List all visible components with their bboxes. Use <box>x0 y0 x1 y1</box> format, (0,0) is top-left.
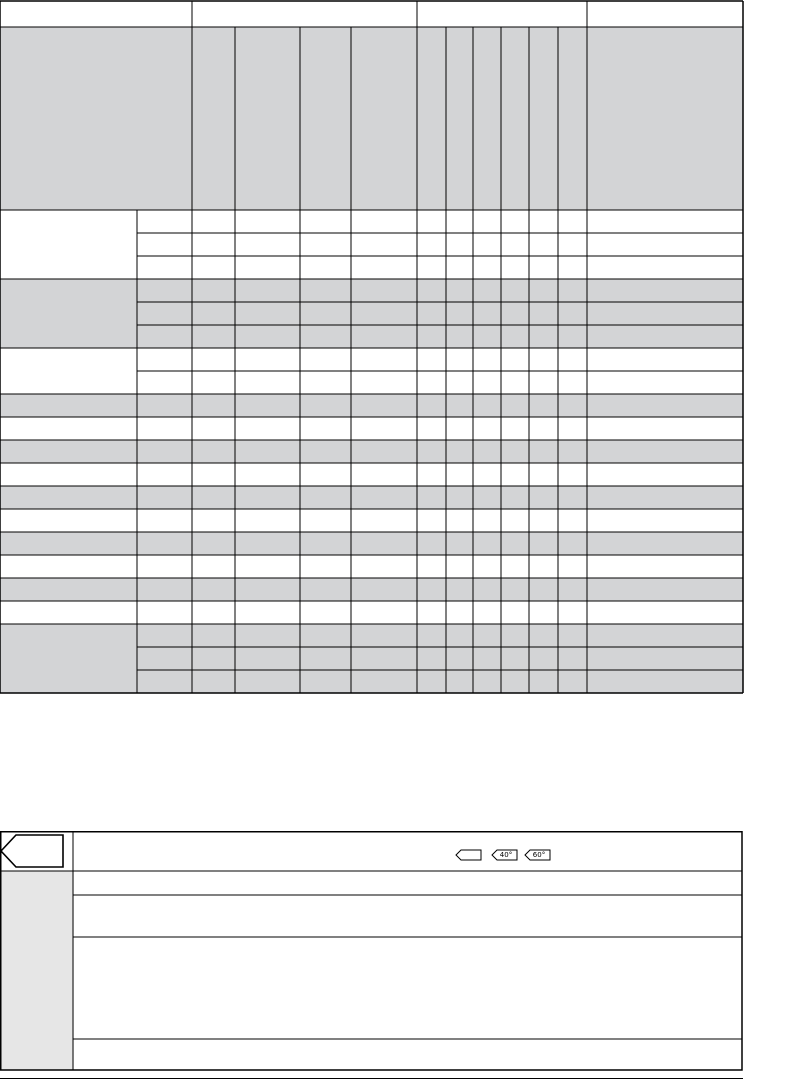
row-group-bg <box>0 417 743 440</box>
row-group-bg <box>0 394 743 417</box>
info-box-grid <box>0 831 743 1071</box>
temp-40-tag-icon <box>491 849 518 861</box>
info-side-panel <box>1 871 74 1070</box>
row-group-bg <box>0 440 743 463</box>
info-box <box>0 831 743 1071</box>
row-group-bg <box>0 463 743 486</box>
row-group-bg <box>0 578 743 601</box>
row-group-bg <box>0 532 743 555</box>
header-shaded-area <box>0 27 743 210</box>
temp-40-tag-label: 40° <box>499 851 513 859</box>
row-group-bg <box>0 601 743 624</box>
temp-60-tag-icon <box>524 849 551 861</box>
row-group-bg <box>0 624 743 693</box>
row-group-bg <box>0 555 743 578</box>
plain-tag-icon <box>455 849 482 861</box>
row-group-bg <box>0 486 743 509</box>
row-group-bg <box>0 210 743 279</box>
temp-60-tag-label: 60° <box>532 851 546 859</box>
program-tag-icon <box>0 831 66 871</box>
row-group-bg <box>0 509 743 532</box>
footer-rule <box>0 1078 743 1079</box>
info-box-border <box>1 832 742 1070</box>
row-group-bg <box>0 279 743 348</box>
